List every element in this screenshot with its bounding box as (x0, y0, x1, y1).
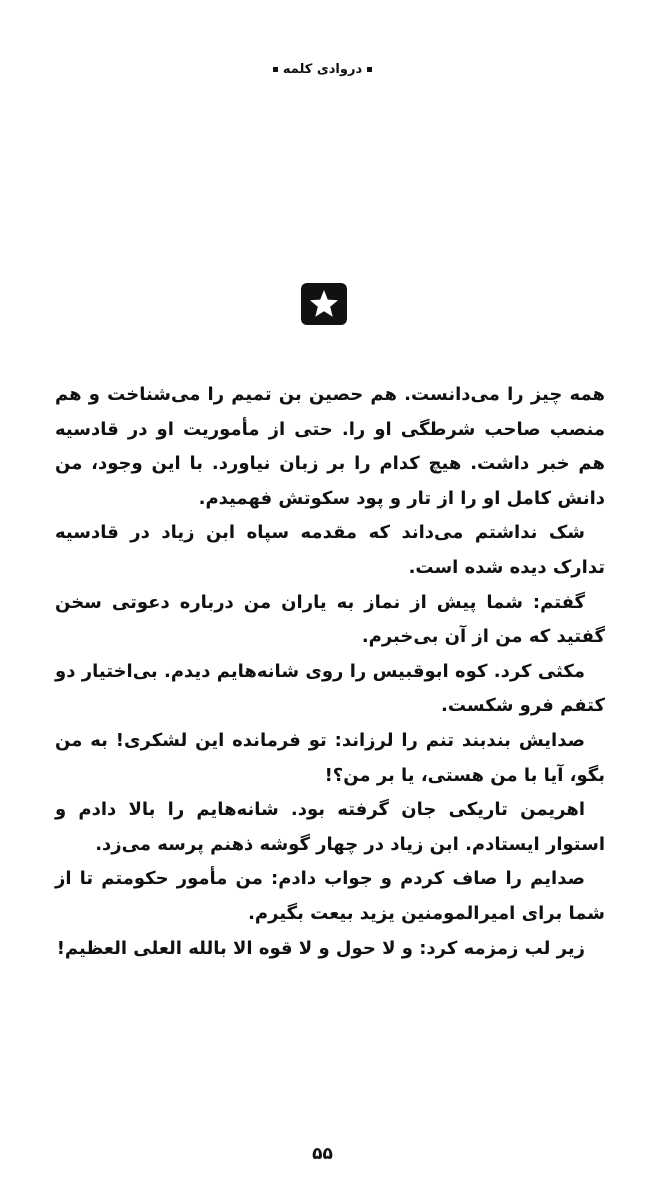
paragraph: شک نداشتم می‌داند که مقدمه سپاه ابن زیاد در قادسیه تدارک دیده شده است. (55, 522, 605, 578)
star-ornament (301, 283, 347, 325)
paragraph: اهریمن تاریکی جان گرفته بود. شانه‌هایم را بالا دادم و استوار ایستادم. ابن زیاد در چهار گوشه ذهنم پرسه می‌زد. (55, 799, 605, 855)
running-header (0, 62, 645, 77)
paragraph: صدایم را صاف کردم و جواب دادم: من مأمور حکومتم تا از شما برای امیرالمومنین یزید بیعت بگیرم. (55, 868, 605, 924)
paragraph: گفتم: شما پیش از نماز به یاران من درباره دعوتی سخن گفتید که من از آن بی‌خبرم. (55, 591, 605, 648)
page-number: ۵۵ (312, 1144, 333, 1164)
paragraph: همه چیز را می‌دانست. هم حصین بن تمیم را می‌شناخت و هم منصب صاحب شرطگی او را. حتی از مأموریت او در قادسیه هم خبر داشت. هیچ کدام را بر زبان نیاورد. با این وجود، من دانش کامل او را از تار و پود سکوتش فهمیدم. (55, 384, 605, 509)
square-bullet-icon (367, 67, 372, 72)
header-title: دروادی کلمه (282, 62, 363, 77)
paragraph: صدایش بندبند تنم را لرزاند: تو فرمانده این لشکری! به من بگو، آیا با من هستی، یا بر من؟! (55, 729, 605, 786)
body-text (55, 378, 605, 966)
paragraph: مکثی کرد. کوه ابوقبیس را روی شانه‌هایم دیدم. بی‌اختیار دو کتفم فرو شکست. (55, 660, 605, 717)
square-bullet-icon (273, 67, 278, 72)
paragraph: زیر لب زمزمه کرد: و لا حول و لا قوه الا بالله العلی العظیم! (56, 937, 585, 959)
star-icon (308, 288, 340, 320)
